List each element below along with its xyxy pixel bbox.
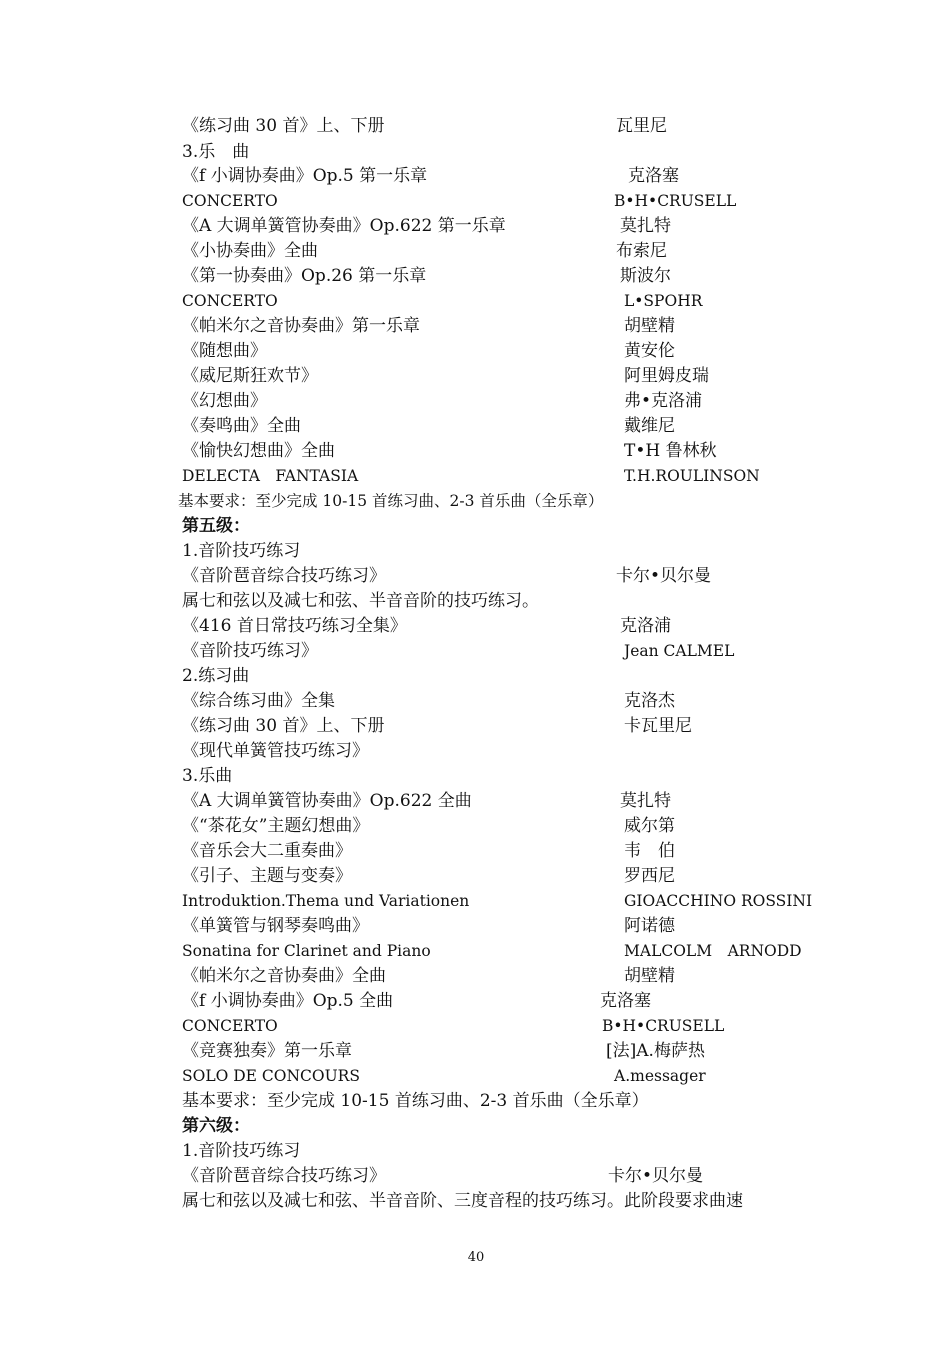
text-line xyxy=(0,639,952,664)
text-line xyxy=(0,264,952,289)
line-left: 《现代单簧管技巧练习》 xyxy=(182,741,369,761)
line-right: MALCOLM ARNODD xyxy=(624,942,802,960)
text-line xyxy=(0,189,952,214)
line-left: CONCERTO xyxy=(182,1017,278,1035)
line-left: 《音乐会大二重奏曲》 xyxy=(182,841,352,861)
section-subheading xyxy=(0,140,952,165)
text-line xyxy=(0,964,952,989)
text-line xyxy=(0,439,952,464)
text-line xyxy=(0,814,952,839)
text-line xyxy=(0,1014,952,1039)
line-left: 第五级： xyxy=(182,516,250,536)
text-line xyxy=(0,564,952,589)
section-subheading xyxy=(0,1139,952,1164)
line-left: 《综合练习曲》全集 xyxy=(182,691,335,711)
line-right: B•H•CRUSELL xyxy=(614,192,737,210)
basic-requirement xyxy=(0,1089,952,1114)
text-line xyxy=(0,1064,952,1089)
line-right: 胡壁精 xyxy=(624,966,675,986)
line-right: T•H 鲁林秋 xyxy=(624,441,717,461)
line-left: 1.音阶技巧练习 xyxy=(182,541,301,561)
line-left: 《音阶技巧练习》 xyxy=(182,641,318,661)
line-left: 属七和弦以及减七和弦、半音音阶、三度音程的技巧练习。此阶段要求曲速 xyxy=(182,1191,743,1211)
text-line xyxy=(0,239,952,264)
line-right: 韦 伯 xyxy=(624,841,675,861)
section-subheading xyxy=(0,664,952,689)
line-left: 《A 大调单簧管协奏曲》Op.622 全曲 xyxy=(182,791,472,811)
line-left: 《第一协奏曲》Op.26 第一乐章 xyxy=(182,266,427,286)
text-line xyxy=(0,214,952,239)
line-left: 《音阶琶音综合技巧练习》 xyxy=(182,566,386,586)
section-subheading xyxy=(0,764,952,789)
text-line xyxy=(0,414,952,439)
text-line xyxy=(0,314,952,339)
text-line xyxy=(0,289,952,314)
text-line xyxy=(0,939,952,964)
line-right: 戴维尼 xyxy=(624,416,675,436)
text-line xyxy=(0,1039,952,1064)
line-left: 《f 小调协奏曲》Op.5 全曲 xyxy=(182,991,394,1011)
line-right: 克洛杰 xyxy=(624,691,675,711)
line-right: 弗•克洛浦 xyxy=(624,391,703,411)
line-right: A.messager xyxy=(614,1067,706,1085)
text-line xyxy=(0,839,952,864)
line-right: 瓦里尼 xyxy=(616,116,667,136)
text-line xyxy=(0,714,952,739)
line-left: 1.音阶技巧练习 xyxy=(182,1141,301,1161)
line-right: T.H.ROULINSON xyxy=(624,467,760,485)
line-right: 卡尔•贝尔曼 xyxy=(608,1166,704,1186)
line-right: B•H•CRUSELL xyxy=(602,1017,725,1035)
line-left: 第六级： xyxy=(182,1116,250,1136)
text-line xyxy=(0,464,952,489)
line-right: 卡尔•贝尔曼 xyxy=(616,566,712,586)
line-left: 《416 首日常技巧练习全集》 xyxy=(182,616,407,636)
line-right: 斯波尔 xyxy=(620,266,671,286)
line-right: Jean CALMEL xyxy=(624,642,735,660)
line-right: 胡壁精 xyxy=(624,316,675,336)
line-right: [法]A.梅萨热 xyxy=(606,1041,705,1061)
line-left: 《音阶琶音综合技巧练习》 xyxy=(182,1166,386,1186)
line-right: 莫扎特 xyxy=(620,216,671,236)
text-line xyxy=(0,789,952,814)
line-left: 《随想曲》 xyxy=(182,341,267,361)
line-left: 《“茶花女”主题幻想曲》 xyxy=(182,816,370,836)
line-left: SOLO DE CONCOURS xyxy=(182,1067,360,1085)
text-line xyxy=(0,864,952,889)
line-right: 阿诺德 xyxy=(624,916,675,936)
line-left: 3.乐 曲 xyxy=(182,142,250,162)
line-left: CONCERTO xyxy=(182,292,278,310)
text-line xyxy=(0,114,952,139)
line-left: 《小协奏曲》全曲 xyxy=(182,241,318,261)
text-line xyxy=(0,989,952,1014)
line-left: 2.练习曲 xyxy=(182,666,250,686)
line-right: 卡瓦里尼 xyxy=(624,716,692,736)
line-left: 《f 小调协奏曲》Op.5 第一乐章 xyxy=(182,166,428,186)
line-right: 克洛塞 xyxy=(600,991,651,1011)
line-right: GIOACCHINO ROSSINI xyxy=(624,892,813,910)
line-right: 威尔第 xyxy=(624,816,675,836)
text-line xyxy=(0,689,952,714)
line-left: 属七和弦以及减七和弦、半音音阶的技巧练习。 xyxy=(182,591,539,611)
line-right: 克洛塞 xyxy=(628,166,679,186)
line-left: 《练习曲 30 首》上、下册 xyxy=(182,716,385,736)
text-line xyxy=(0,164,952,189)
text-line xyxy=(0,614,952,639)
text-line xyxy=(0,889,952,914)
line-left: DELECTA FANTASIA xyxy=(182,467,359,485)
line-right: L•SPOHR xyxy=(624,292,703,310)
line-right: 罗西尼 xyxy=(624,866,675,886)
line-left: 《A 大调单簧管协奏曲》Op.622 第一乐章 xyxy=(182,216,506,236)
text-line xyxy=(0,914,952,939)
line-left: 《愉快幻想曲》全曲 xyxy=(182,441,335,461)
line-left: 基本要求：至少完成 10-15 首练习曲、2-3 首乐曲（全乐章） xyxy=(178,492,604,510)
line-right: 布索尼 xyxy=(616,241,667,261)
line-left: 《竞赛独奏》第一乐章 xyxy=(182,1041,352,1061)
line-left: CONCERTO xyxy=(182,192,278,210)
line-right: 克洛浦 xyxy=(620,616,671,636)
text-line xyxy=(0,589,952,614)
text-line xyxy=(0,364,952,389)
text-line xyxy=(0,389,952,414)
section-subheading xyxy=(0,539,952,564)
text-line xyxy=(0,1164,952,1189)
text-line xyxy=(0,739,952,764)
line-left: 《练习曲 30 首》上、下册 xyxy=(182,116,385,136)
level-heading xyxy=(0,1114,952,1139)
line-left: 《单簧管与钢琴奏鸣曲》 xyxy=(182,916,369,936)
line-right: 黄安伦 xyxy=(624,341,675,361)
line-left: 《幻想曲》 xyxy=(182,391,267,411)
line-right: 莫扎特 xyxy=(620,791,671,811)
line-left: Sonatina for Clarinet and Piano xyxy=(182,942,431,960)
line-right: 阿里姆皮瑞 xyxy=(624,366,709,386)
line-left: 3.乐曲 xyxy=(182,766,233,786)
line-left: 基本要求：至少完成 10-15 首练习曲、2-3 首乐曲（全乐章） xyxy=(182,1091,649,1111)
text-line xyxy=(0,339,952,364)
level-heading xyxy=(0,514,952,539)
line-left: 《帕米尔之音协奏曲》第一乐章 xyxy=(182,316,420,336)
line-left: 《威尼斯狂欢节》 xyxy=(182,366,318,386)
text-line xyxy=(0,1189,952,1214)
page-number: 40 xyxy=(467,1250,485,1265)
line-left: 《帕米尔之音协奏曲》全曲 xyxy=(182,966,386,986)
line-left: Introduktion.Thema und Variationen xyxy=(182,892,470,910)
basic-requirement xyxy=(0,489,952,514)
line-left: 《引子、主题与变奏》 xyxy=(182,866,352,886)
line-left: 《奏鸣曲》全曲 xyxy=(182,416,301,436)
